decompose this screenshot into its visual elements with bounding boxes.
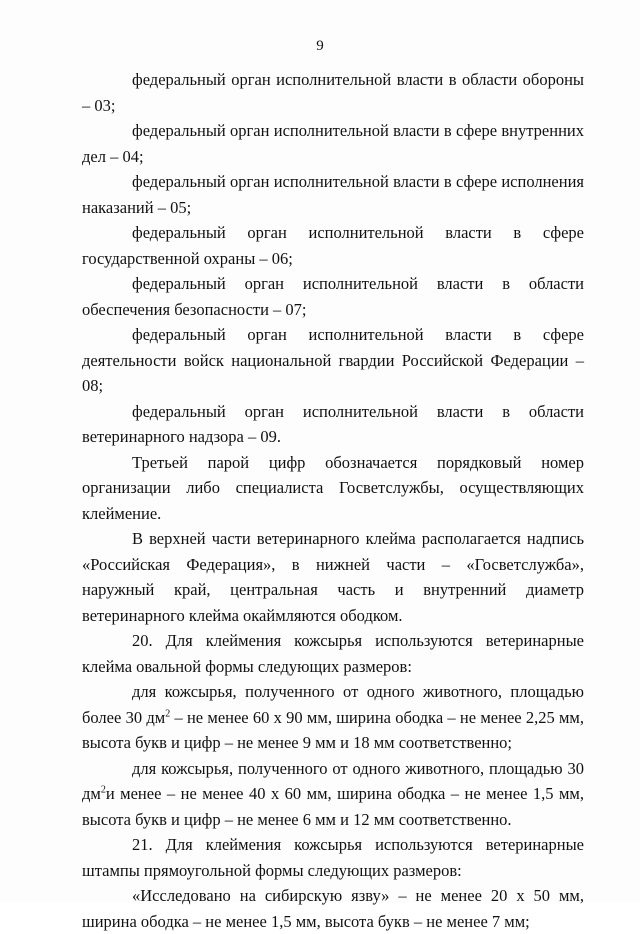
paragraph-national-guard: федеральный орган исполнительной власти в сфере деятельности войск национальной гвардии Российской Федерации – 08; (82, 325, 584, 395)
paragraph-state-protection: федеральный орган исполнительной власти в сфере государственной охраны – 06; (82, 223, 584, 268)
paragraph-large-hide (82, 679, 584, 756)
paragraph-internal-affairs: федеральный орган исполнительной власти в сфере внутренних дел – 04; (82, 121, 584, 166)
large-hide-text-a: для кожсырья, полученного от одного животного, площадью более 30 дм (82, 682, 584, 727)
large-hide-superscript: 2 (165, 708, 171, 719)
paragraph-security: федеральный орган исполнительной власти в области обеспечения безопасности – 07; (82, 274, 584, 319)
paragraph-third-pair: Третьей парой цифр обозначается порядковый номер организации либо специалиста Госветслужбы, осуществляющих клеймение. (82, 452, 584, 523)
small-hide-text-b: и менее – не менее 40 х 60 мм, ширина ободка – не менее 1,5 мм, высота букв и цифр – не менее 6 мм и 12 мм соответственно. (82, 784, 584, 829)
page-number: 9 (316, 38, 324, 54)
paragraph-defense: федеральный орган исполнительной власти в области обороны – 03; (82, 70, 584, 115)
document-body (82, 67, 584, 934)
paragraph-stamp-inscription: В верхней части ветеринарного клейма располагается надпись «Российская Федерация», в нижней части – «Госветслужба», наружный край, центральная часть и внутренний диаметр ветеринарного клейма окаймляются ободком. (82, 529, 584, 625)
paragraph-anthrax-stamp: «Исследовано на сибирскую язву» – не менее 20 х 50 мм, ширина ободка – не менее 1,5 мм, высота букв – не менее 7 мм; (82, 886, 584, 931)
paragraph-penitentiary: федеральный орган исполнительной власти в сфере исполнения наказаний – 05; (82, 172, 584, 217)
small-hide-text-a: для кожсырья, полученного от одного животного, площадью 30 дм (82, 758, 584, 803)
small-hide-superscript: 2 (100, 784, 106, 796)
paragraph-item-20: 20. Для клеймения кожсырья используются ветеринарные клейма овальной формы следующих размеров: (82, 631, 584, 676)
paragraph-small-hide (82, 756, 584, 833)
paragraph-item-21: 21. Для клеймения кожсырья используются ветеринарные штампы прямоугольной формы следующих размеров: (82, 835, 584, 880)
large-hide-text-b: – не менее 60 х 90 мм, ширина ободка – не менее 2,25 мм, высота букв и цифр – не менее 9 мм и 18 мм соответственно; (82, 707, 584, 752)
paragraph-veterinary: федеральный орган исполнительной власти в области ветеринарного надзора – 09. (82, 401, 584, 446)
